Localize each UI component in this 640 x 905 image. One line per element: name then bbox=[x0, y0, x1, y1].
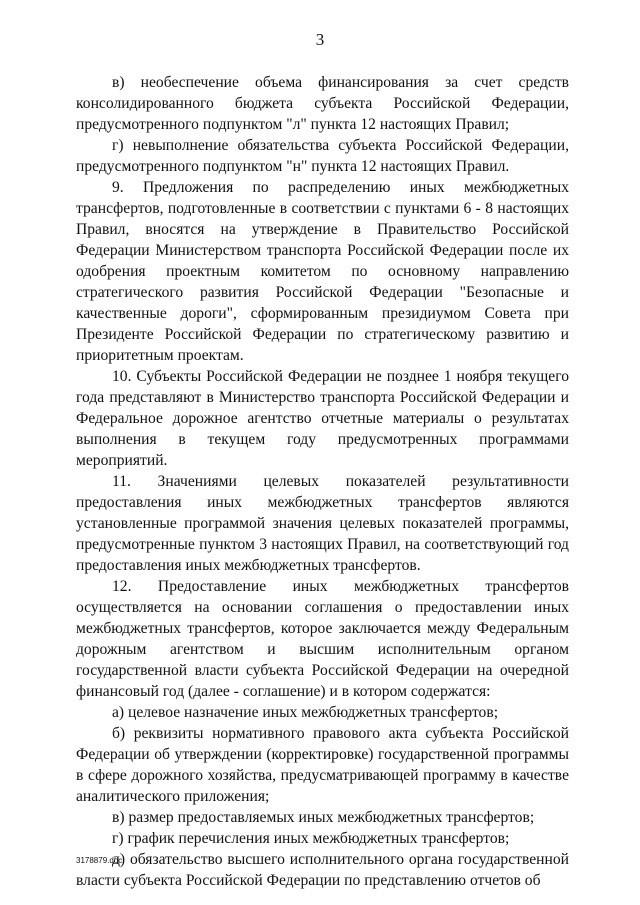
paragraph-item-a: а) целевое назначение иных межбюджетных трансфертов; bbox=[112, 704, 499, 721]
paragraph-clause-12: 12. Предоставление иных межбюджетных трансфертов осуществляется на основании соглашения о предоставлении иных межбюджетных трансфертов, которое заключается между Федеральным дорожным агентством и высшим исполнительным органом государственной власти субъекта Российской Федерации на очередной финансовый год (далее - соглашение) и в котором содержатся: bbox=[76, 578, 569, 700]
paragraph-item-v: в) необеспечение объема финансирования за счет средств консолидированного бюджета субъекта Российской Федерации, предусмотренного подпунктом "л" пункта 12 настоящих Правил; bbox=[76, 74, 569, 133]
paragraph-clause-11: 11. Значениями целевых показателей результативности предоставления иных межбюджетных трансфертов являются установленные программой значения целевых показателей программы, предусмотренные пунктом 3 настоящих Правил, на соответствующий год предоставления иных межбюджетных трансфертов. bbox=[76, 473, 569, 574]
page-number: 3 bbox=[315, 30, 325, 49]
document-body bbox=[76, 72, 569, 891]
paragraph-item-b: б) реквизиты нормативного правового акта субъекта Российской Федерации об утверждении (корректировке) государственной программы в сфере дорожного хозяйства, предусматривающей программу в качестве аналитического приложения; bbox=[76, 725, 569, 805]
paragraph-item-g: г) невыполнение обязательства субъекта Российской Федерации, предусмотренного подпунктом "н" пункта 12 настоящих Правил. bbox=[76, 137, 569, 175]
paragraph-clause-9: 9. Предложения по распределению иных межбюджетных трансфертов, подготовленные в соответствии с пунктами 6 - 8 настоящих Правил, вносятся на утверждение в Правительство Российской Федерации Министерством транспорта Российской Федерации после их одобрения проектным комитетом по основному направлению стратегического развития Российской Федерации "Безопасные и качественные дороги", сформированным президиумом Совета при Президенте Российской Федерации по стратегическому развитию и приоритетным проектам. bbox=[76, 179, 569, 364]
paragraph-item-g2: г) график перечисления иных межбюджетных трансфертов; bbox=[112, 830, 510, 847]
paragraph-clause-10: 10. Субъекты Российской Федерации не позднее 1 ноября текущего года представляют в Министерство транспорта Российской Федерации и Федеральное дорожное агентство отчетные материалы о результатах выполнения в текущем году предусмотренных программами мероприятий. bbox=[76, 368, 569, 469]
footer-file-name: 3178879.doc bbox=[76, 856, 123, 865]
paragraph-item-d: д) обязательство высшего исполнительного органа государственной власти субъекта Российской Федерации по представлению отчетов об bbox=[76, 851, 569, 889]
paragraph-item-v2: в) размер предоставляемых иных межбюджетных трансфертов; bbox=[112, 809, 535, 826]
